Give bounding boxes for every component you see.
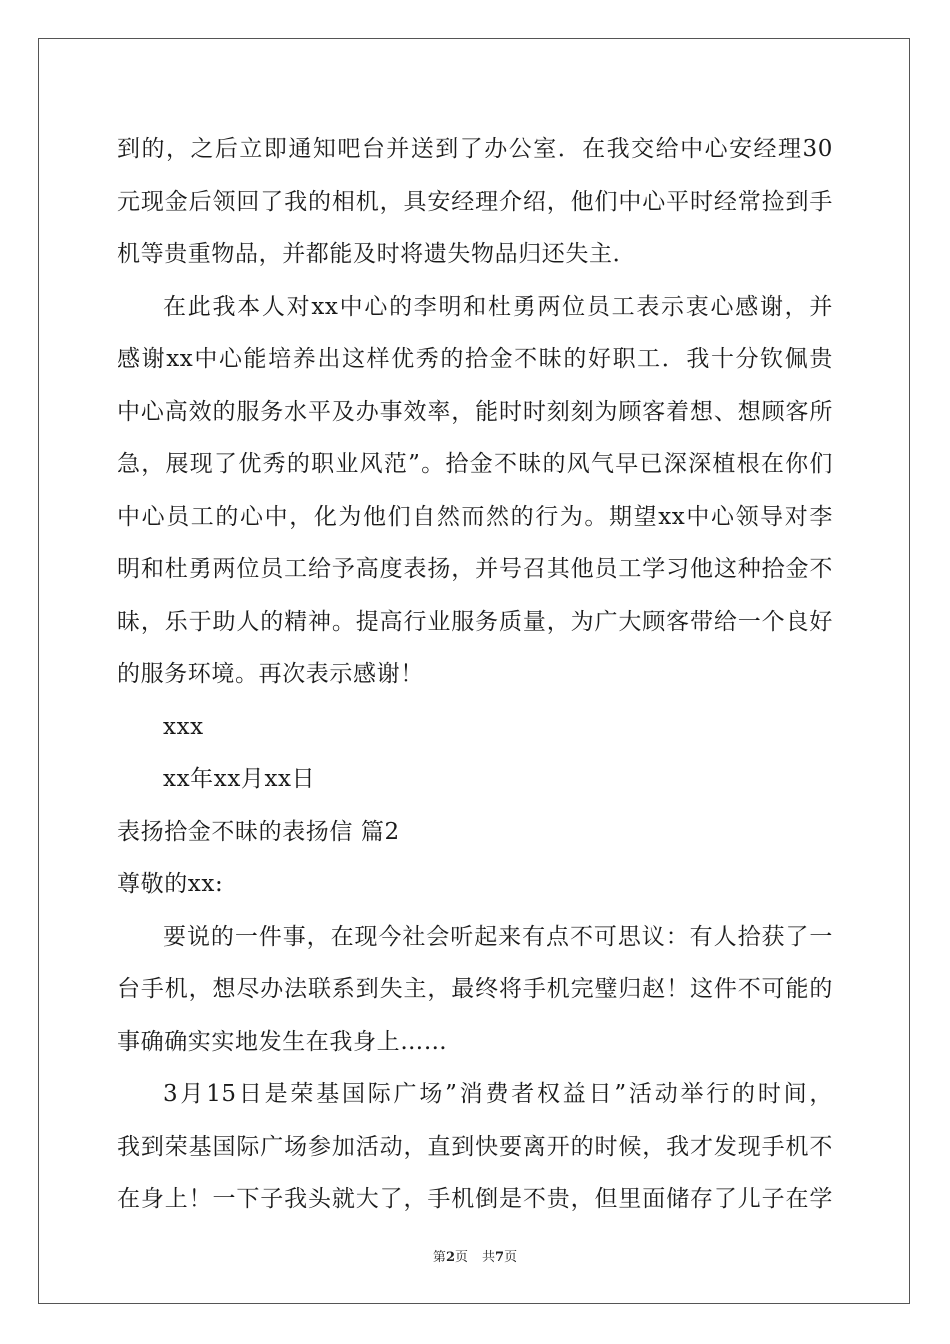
total-prefix: 共 <box>482 1250 496 1265</box>
text-line: 的服务环境。再次表示感谢！ <box>117 661 424 687</box>
salutation: 尊敬的xx: <box>117 871 224 897</box>
total-suffix: 页 <box>504 1250 518 1265</box>
text-line: 明和杜勇两位员工给予高度表扬，并号召其他员工学习他这种拾金不 <box>117 556 833 582</box>
page-total: 7 <box>495 1250 505 1265</box>
text-line: 在身上！一下子我头就大了，手机倒是不贵，但里面储存了儿子在学 <box>117 1186 833 1212</box>
text-line: 元现金后领回了我的相机，具安经理介绍，他们中心平时经常捡到手 <box>117 188 833 215</box>
text-line: 感谢xx中心能培养出这样优秀的拾金不昧的好职工．我十分钦佩贵 <box>117 346 833 372</box>
text-line: 台手机，想尽办法联系到失主，最终将手机完璧归赵！这件不可能的 <box>117 976 833 1002</box>
text-line: 到的，之后立即通知吧台并送到了办公室．在我交给中心安经理30 <box>117 136 833 162</box>
document-body <box>117 129 833 1232</box>
page-current: 2 <box>445 1250 455 1265</box>
text-line: 机等贵重物品，并都能及时将遗失物品归还失主． <box>117 241 637 267</box>
paragraph-start-line: 要说的一件事，在现今社会听起来有点不可思议：有人拾获了一 <box>163 923 833 950</box>
text-line: 事确确实实地发生在我身上…… <box>117 1028 448 1055</box>
text-line: 昧，乐于助人的精神。提高行业服务质量，为广大顾客带给一个良好 <box>117 608 833 635</box>
text-line: 我到荣基国际广场参加活动，直到快要离开的时候，我才发现手机不 <box>117 1133 833 1160</box>
text-line: 中心高效的服务水平及办事效率，能时时刻刻为顾客着想、想顾客所 <box>117 398 833 425</box>
text-line: 急，展现了优秀的职业风范”。拾金不昧的风气早已深深植根在你们 <box>117 451 833 477</box>
page-suffix: 页 <box>454 1250 468 1265</box>
text-line: 中心员工的心中，化为他们自然而然的行为。期望xx中心领导对李 <box>117 503 833 530</box>
paragraph-start-line: 3月15日是荣基国际广场”消费者权益日”活动举行的时间， <box>163 1081 833 1107</box>
page-footer <box>0 1246 950 1265</box>
section-title: 表扬拾金不昧的表扬信 篇2 <box>117 818 400 845</box>
page-prefix: 第 <box>432 1250 446 1265</box>
signature-name: xxx <box>163 713 204 740</box>
paragraph-start-line: 在此我本人对xx中心的李明和杜勇两位员工表示衷心感谢，并 <box>163 293 833 320</box>
signature-date: xx年xx月xx日 <box>163 766 316 792</box>
